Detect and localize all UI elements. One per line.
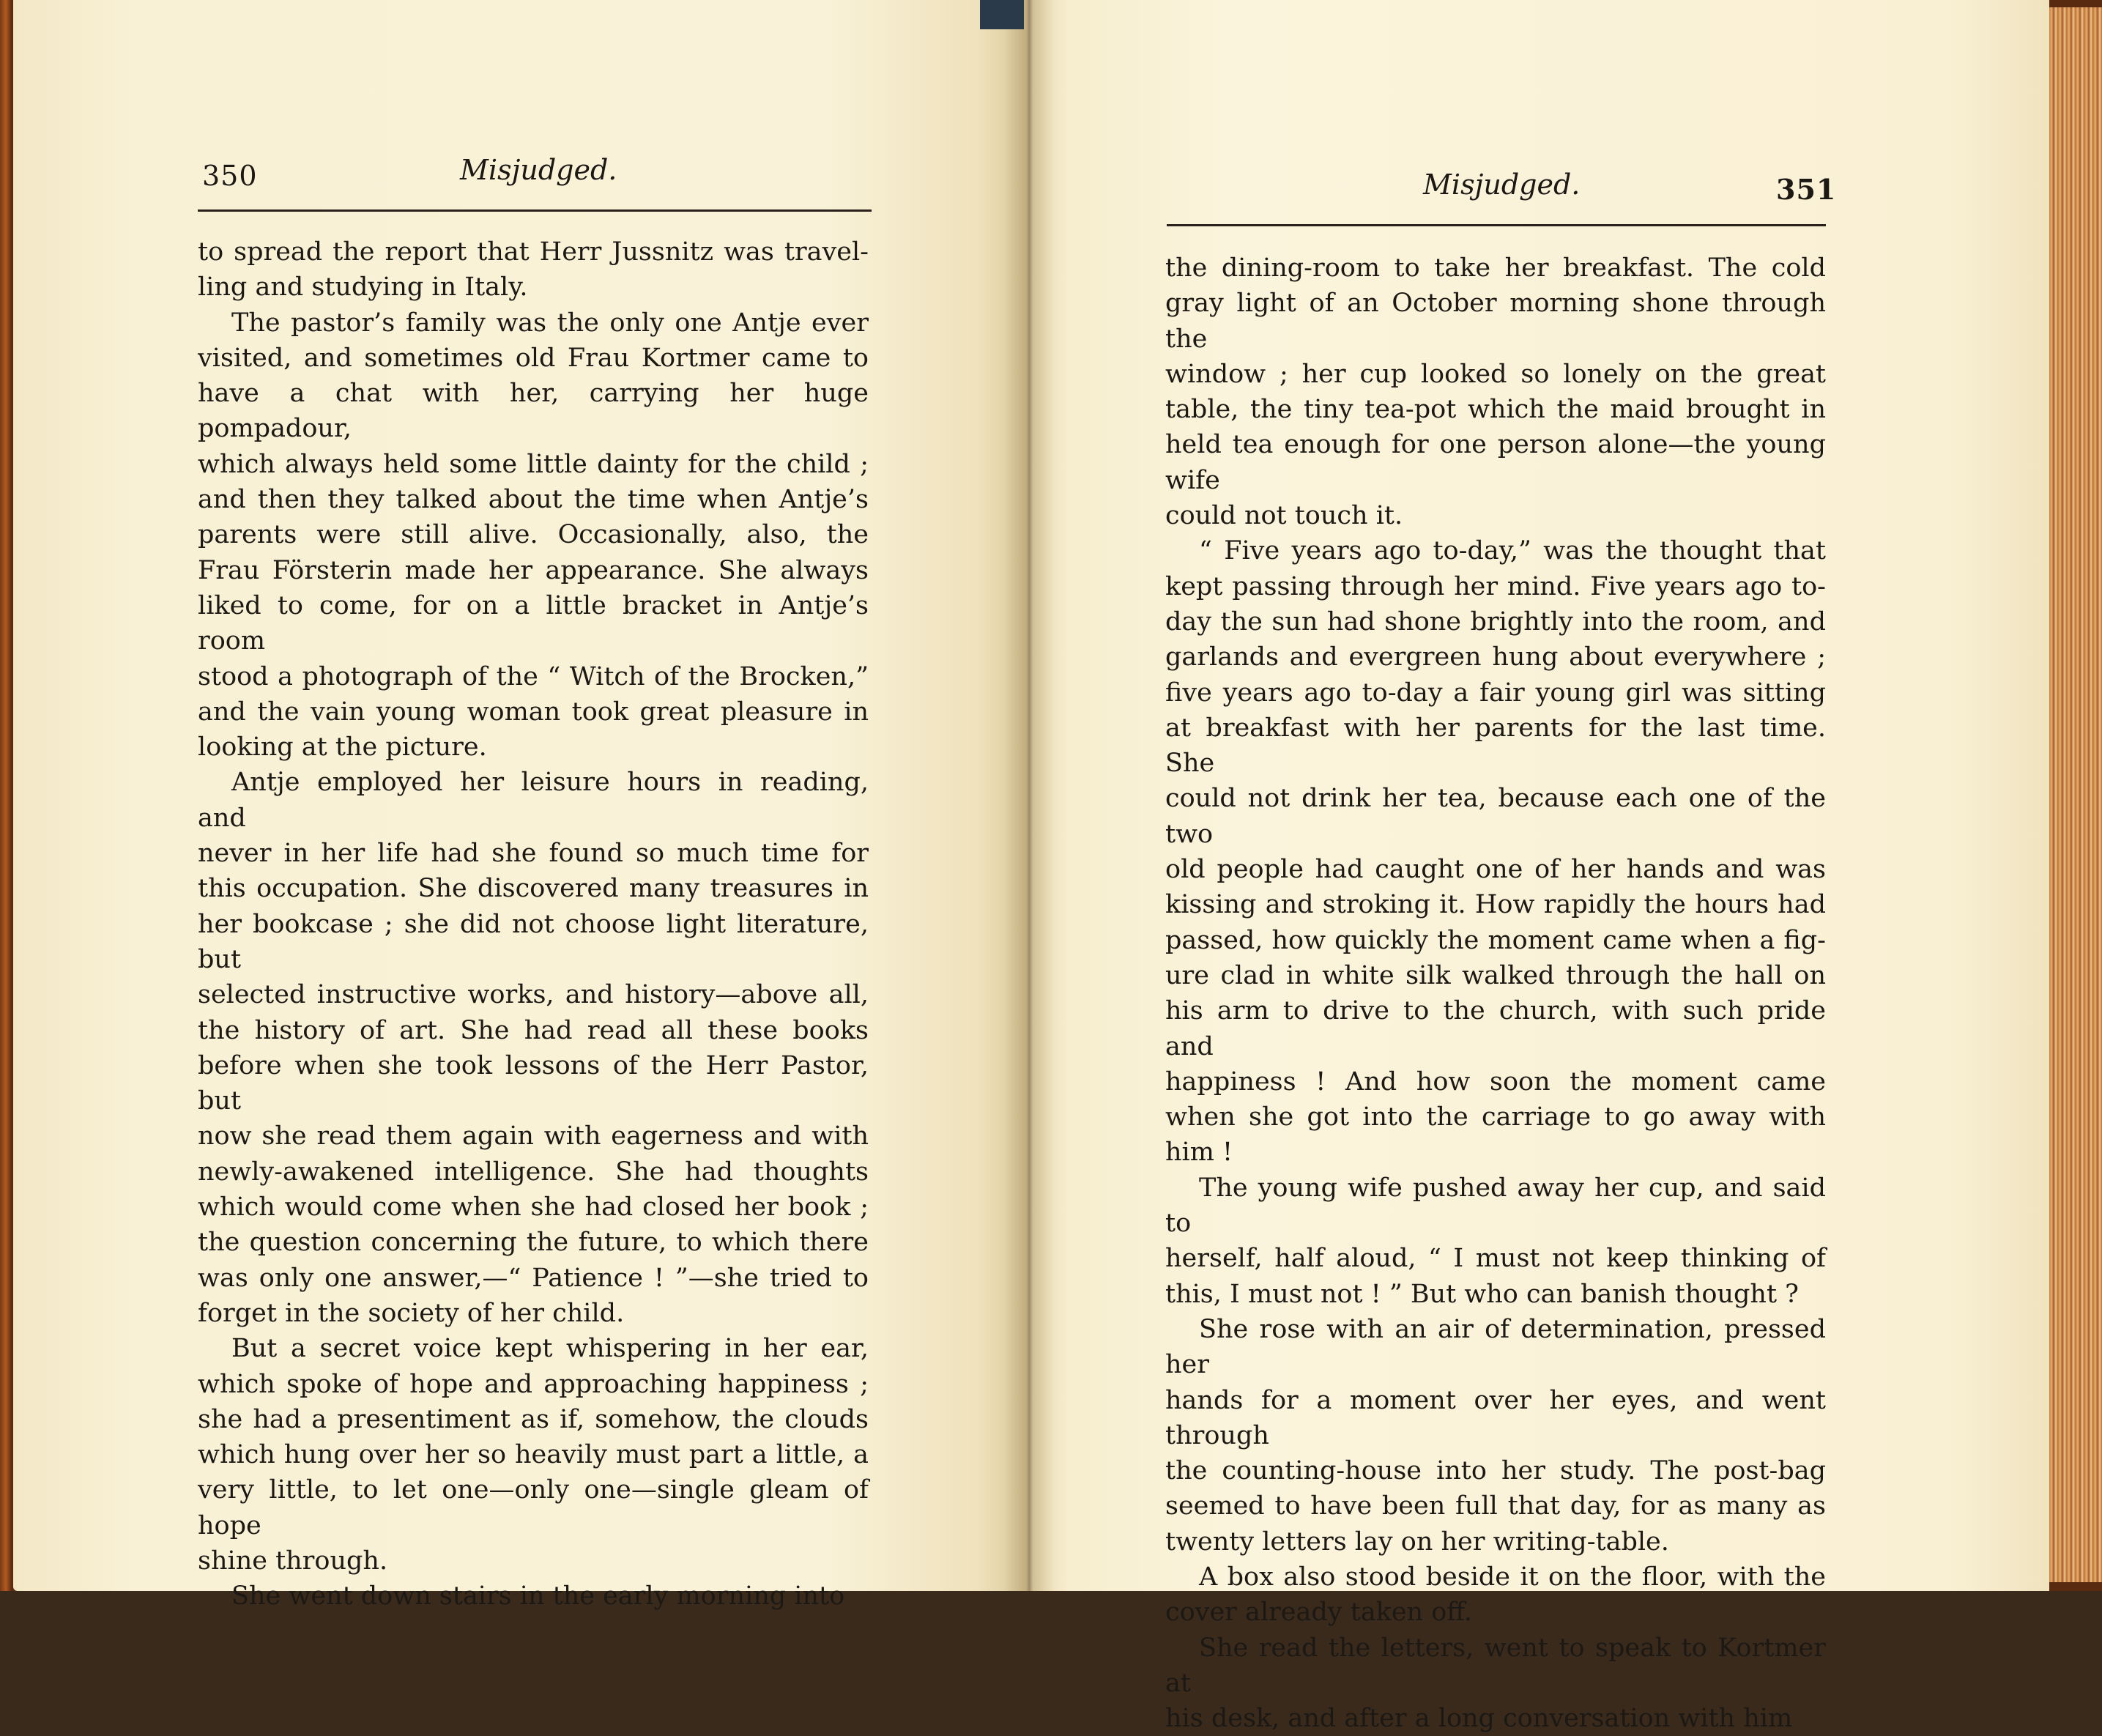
text-line: this, I must not ! ” But who can banish thought ?	[1165, 1279, 1799, 1309]
text-line: twenty letters lay on her writing-table.	[1165, 1527, 1669, 1557]
text-line: kissing and stroking it. How rapidly the hours had	[1165, 890, 1826, 920]
text-line: very little, to let one—only one—single gleam of hope	[198, 1475, 869, 1540]
header-rule	[198, 209, 872, 212]
text-line: which spoke of hope and approaching happiness ;	[198, 1369, 869, 1399]
text-line: now she read them again with eagerness and with	[198, 1121, 869, 1151]
text-line: the dining-room to take her breakfast. The cold	[1165, 253, 1826, 283]
text-line: parents were still alive. Occasionally, also, the	[198, 520, 869, 550]
text-line: the question concerning the future, to which there	[198, 1228, 869, 1258]
text-line: could not drink her tea, because each one of the two	[1165, 784, 1826, 849]
text-line: “ Five years ago to-day,” was the thought that	[1199, 536, 1826, 566]
text-line: The pastor’s family was the only one Antje ever	[231, 308, 869, 338]
text-line: newly-awakened intelligence. She had thoughts	[198, 1157, 869, 1187]
running-head: Misjudged.	[1423, 168, 1581, 201]
text-line: could not touch it.	[1165, 501, 1403, 531]
text-line: ling and studying in Italy.	[198, 272, 528, 303]
text-line: gray light of an October morning shone through the	[1165, 289, 1826, 354]
text-line: A box also stood beside it on the floor, with the	[1199, 1562, 1826, 1592]
text-line: was only one answer,—“ Patience ! ”—she tried to	[198, 1263, 869, 1293]
text-line: which hung over her so heavily must part a little, a	[198, 1440, 869, 1470]
text-line: She rose with an air of determination, pressed her	[1165, 1314, 1826, 1380]
text-line: which would come when she had closed her book ;	[198, 1192, 869, 1223]
page-number: 350	[202, 160, 258, 192]
text-line: have a chat with her, carrying her huge pompadour,	[198, 379, 869, 444]
text-line: She went down stairs in the early morning into	[231, 1581, 845, 1611]
text-line: held tea enough for one person alone—the young wife	[1165, 430, 1826, 495]
page-text	[198, 234, 869, 1614]
text-line: this occupation. She discovered many treasures in	[198, 874, 869, 904]
text-line: herself, half aloud, “ I must not keep thinking of	[1165, 1244, 1826, 1274]
text-line: him !	[1165, 1138, 1233, 1168]
text-line: before when she took lessons of the Herr Pastor, but	[198, 1050, 869, 1116]
text-line: his desk, and after a long conversation with him	[1165, 1704, 1793, 1734]
text-line: and the vain young woman took great pleasure in	[198, 697, 869, 727]
book-spine	[980, 0, 1024, 29]
text-line: seemed to have been full that day, for as many as	[1165, 1491, 1826, 1521]
text-line: day the sun had shone brightly into the room, and	[1165, 607, 1826, 637]
running-head: Misjudged.	[460, 154, 617, 186]
text-line: cover already taken off.	[1165, 1598, 1473, 1628]
text-line: table, the tiny tea-pot which the maid brought in	[1165, 395, 1826, 425]
text-line: never in her life had she found so much time for	[198, 839, 869, 869]
text-line: window ; her cup looked so lonely on the great	[1165, 359, 1826, 389]
text-line: the history of art. She had read all these books	[198, 1015, 869, 1045]
left-page	[13, 0, 1028, 1611]
text-line: happiness ! And how soon the moment came	[1165, 1067, 1826, 1097]
text-line: she had a presentiment as if, somehow, the clouds	[198, 1404, 869, 1434]
text-line: kept passing through her mind. Five years ago to-	[1165, 571, 1826, 601]
text-line: passed, how quickly the moment came when a fig-	[1165, 925, 1826, 955]
text-line: the counting-house into her study. The post-bag	[1165, 1456, 1826, 1486]
text-line: visited, and sometimes old Frau Kortmer came to	[198, 343, 869, 373]
text-line: his arm to drive to the church, with such pride and	[1165, 996, 1826, 1061]
page-edges	[2049, 7, 2102, 1582]
book-gutter	[1003, 0, 1055, 1591]
right-page	[1028, 0, 2049, 1734]
text-line: to spread the report that Herr Jussnitz was travel-	[198, 237, 869, 267]
text-line: which always held some little dainty for the child ;	[198, 449, 869, 479]
text-line: old people had caught one of her hands and was	[1165, 855, 1826, 885]
text-line: when she got into the carriage to go away with	[1165, 1102, 1826, 1132]
text-line: stood a photograph of the “ Witch of the Brocken,”	[198, 661, 869, 691]
text-line: looking at the picture.	[198, 732, 487, 763]
text-line: Antje employed her leisure hours in reading, and	[198, 768, 869, 833]
text-line: liked to come, for on a little bracket in Antje’s room	[198, 590, 869, 656]
text-line: Frau Försterin made her appearance. She always	[198, 555, 869, 585]
text-line: selected instructive works, and history—above all,	[198, 980, 869, 1010]
text-line: But a secret voice kept whispering in her ear,	[231, 1334, 869, 1364]
page-text	[1165, 251, 1826, 1736]
text-line: and then they talked about the time when Antje’s	[198, 485, 869, 515]
header-rule	[1167, 224, 1826, 226]
text-line: ure clad in white silk walked through the hall on	[1165, 960, 1826, 990]
text-line: The young wife pushed away her cup, and said to	[1165, 1173, 1826, 1239]
page-number: 351	[1776, 173, 1837, 206]
text-line: hands for a moment over her eyes, and went through	[1165, 1385, 1826, 1450]
text-line: garlands and evergreen hung about everywhere ;	[1165, 642, 1826, 672]
text-line: her bookcase ; she did not choose light literature, but	[198, 909, 869, 974]
text-line: five years ago to-day a fair young girl was sitting	[1165, 678, 1826, 708]
text-line: forget in the society of her child.	[198, 1298, 625, 1328]
text-line: shine through.	[198, 1546, 388, 1576]
text-line: She read the letters, went to speak to Kortmer at	[1165, 1633, 1826, 1698]
text-line: at breakfast with her parents for the last time. She	[1165, 713, 1826, 779]
